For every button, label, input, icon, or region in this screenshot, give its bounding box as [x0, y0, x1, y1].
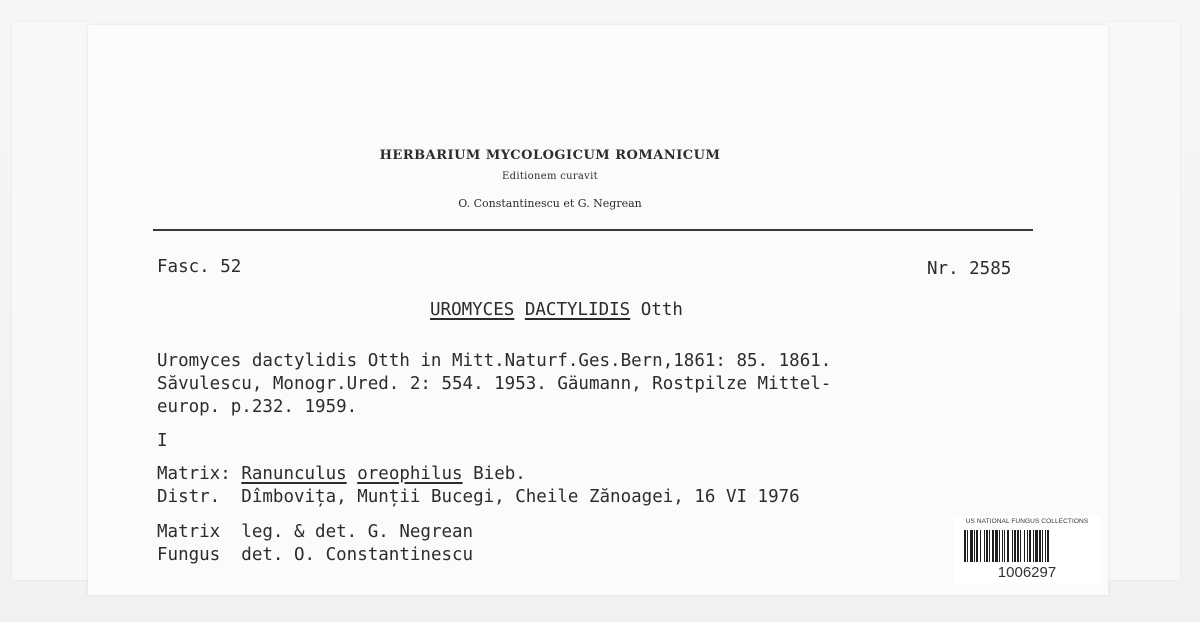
citation-line-2: Săvulescu, Monogr.Ured. 2: 554. 1953. Gäumann, Rostpilze Mittel- — [157, 374, 832, 394]
barcode-icon — [962, 530, 1092, 562]
distribution-line — [157, 487, 800, 507]
herbarium-title: HERBARIUM MYCOLOGICUM ROMANICUM — [379, 148, 721, 163]
matrix-label: Matrix: — [157, 464, 231, 484]
barcode-number: 1006297 — [997, 564, 1057, 581]
species-genus: UROMYCES — [430, 300, 515, 320]
header-divider — [153, 229, 1033, 231]
distribution-label: Distr. — [157, 487, 221, 507]
matrix-genus: Ranunculus — [241, 464, 347, 484]
fungus-determiner-line — [157, 545, 473, 565]
species-epithet: DACTYLIDIS — [524, 300, 631, 320]
herbarium-editors: O. Constantinescu et G. Negrean — [458, 197, 642, 210]
barcode-collection-title: US NATIONAL FUNGUS COLLECTIONS — [965, 518, 1089, 525]
matrix-collector-text: leg. & det. G. Negrean — [241, 522, 474, 542]
fungus-determiner-text: det. O. Constantinescu — [241, 545, 474, 565]
specimen-number: Nr. 2585 — [927, 259, 1012, 279]
matrix-collector-label: Matrix — [157, 522, 221, 542]
species-author: Otth — [640, 300, 683, 320]
matrix-author: Bieb. — [473, 464, 526, 484]
spore-stage: I — [157, 431, 168, 451]
citation-line-3: europ. p.232. 1959. — [157, 397, 358, 417]
matrix-epithet: oreophilus — [357, 464, 463, 484]
matrix-collector-line — [157, 522, 473, 542]
herbarium-subtitle: Editionem curavit — [502, 171, 598, 182]
barcode-label — [954, 516, 1100, 584]
species-name — [430, 300, 683, 320]
fungus-determiner-label: Fungus — [157, 545, 221, 565]
fascicle-number: Fasc. 52 — [157, 257, 242, 277]
distribution-text: Dîmbovița, Munții Bucegi, Cheile Zănoagei, 16 VI 1976 — [241, 487, 800, 507]
matrix-line — [157, 464, 526, 484]
citation-line-1: Uromyces dactylidis Otth in Mitt.Naturf.Ges.Bern,1861: 85. 1861. — [157, 351, 832, 371]
